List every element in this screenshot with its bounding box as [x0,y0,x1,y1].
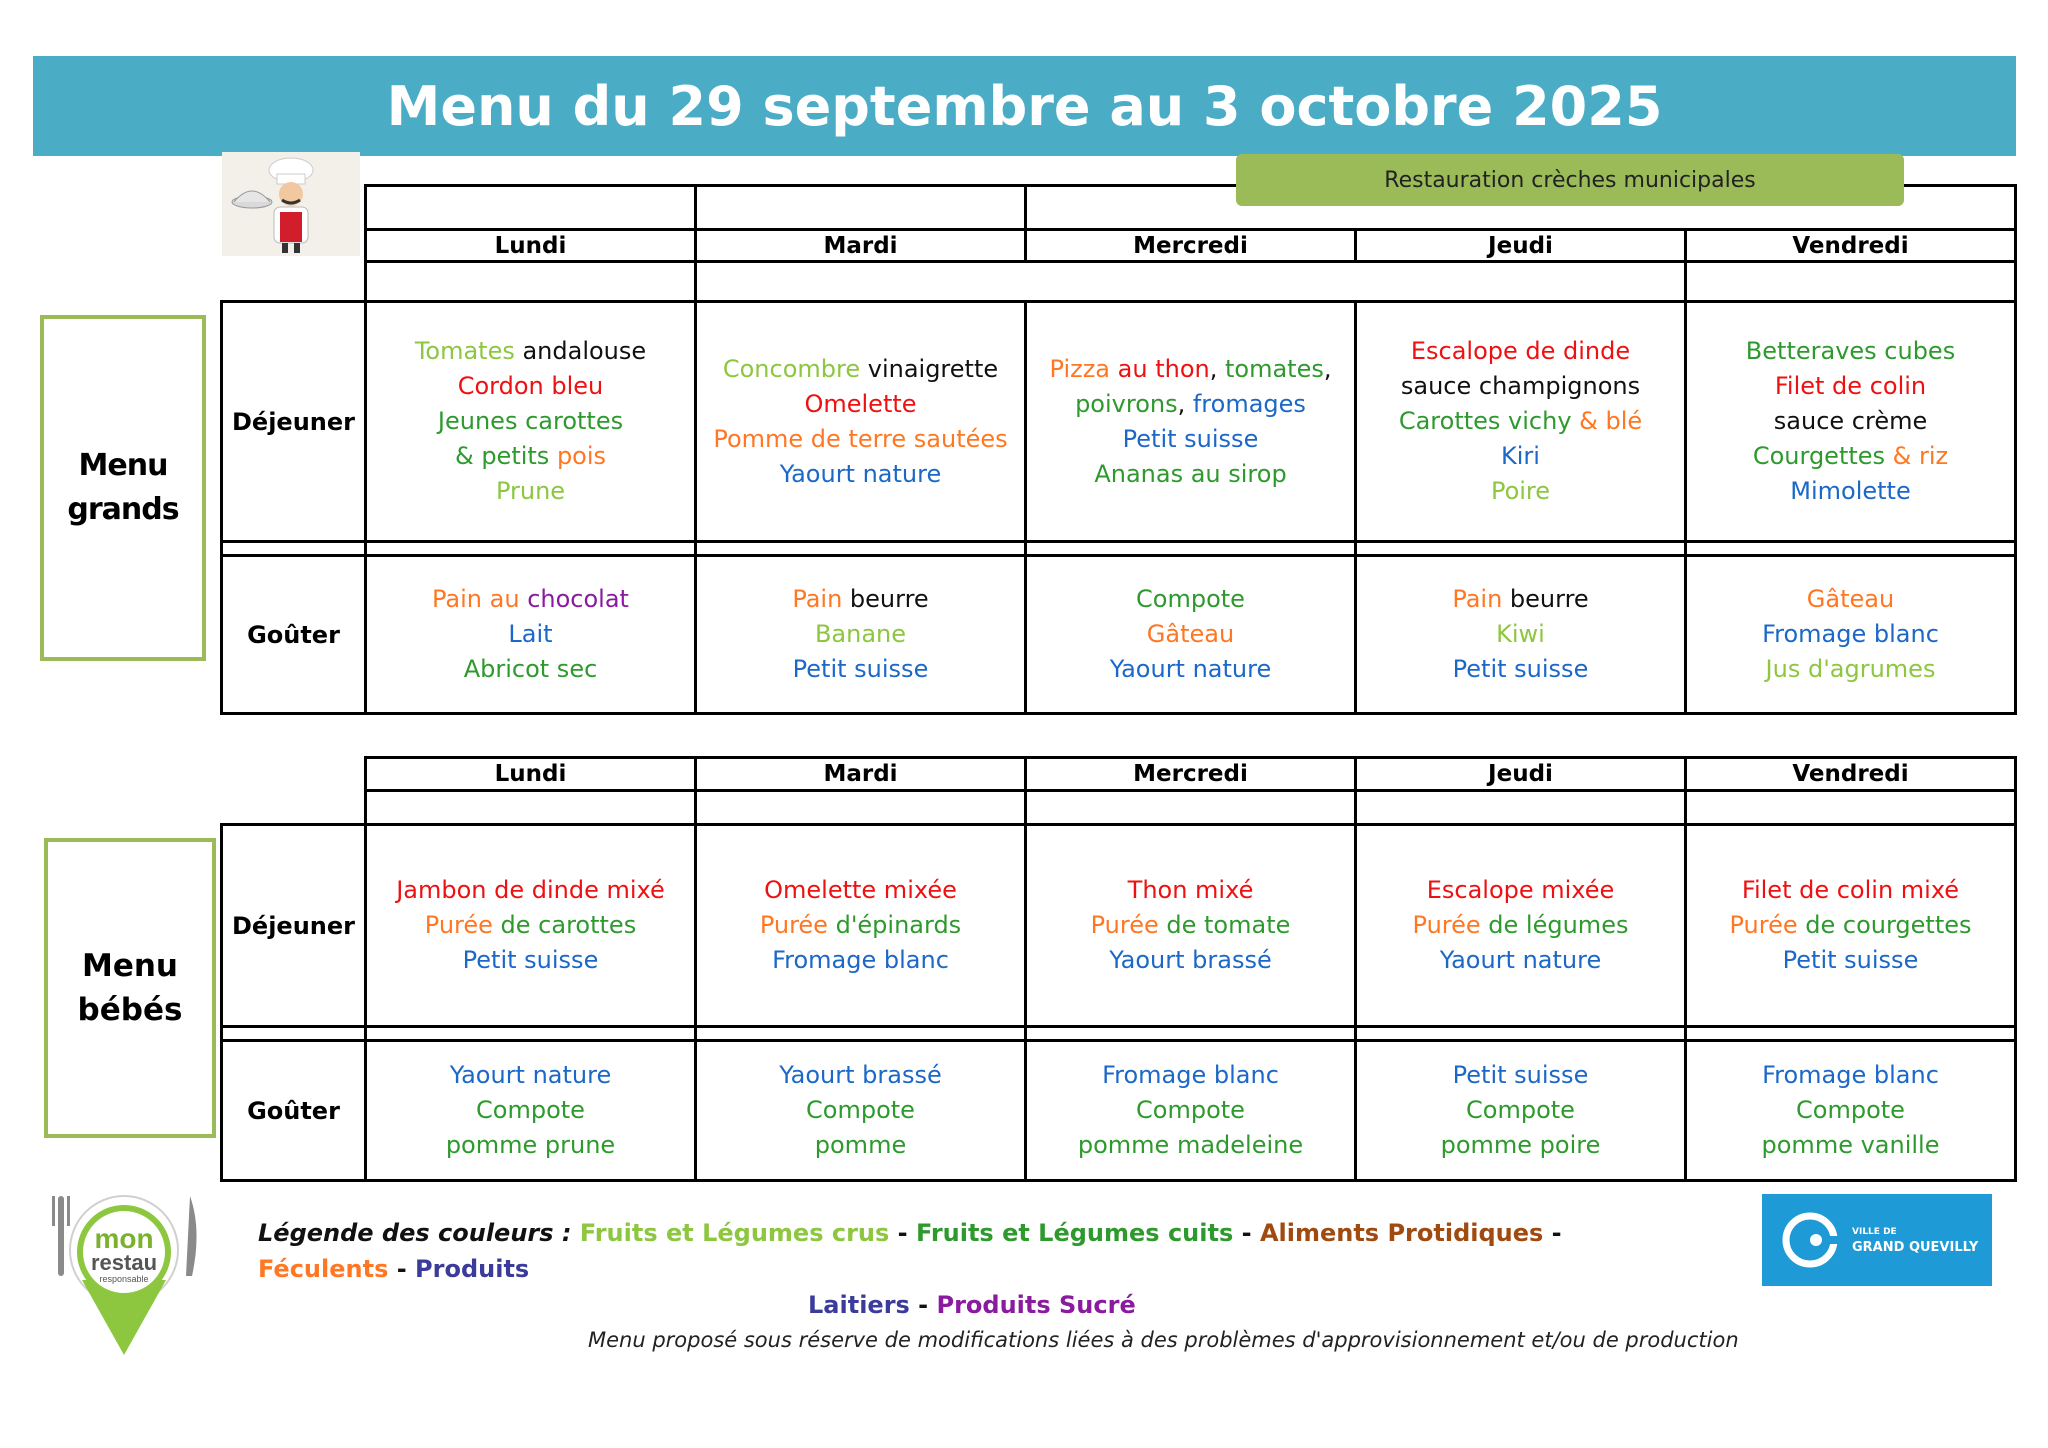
menu-cell [366,1041,696,1181]
menu-segment: fromages [1192,389,1306,418]
menu-segment: de carottes [492,911,637,939]
row-spacer [366,542,696,556]
menu-cell [696,1041,1026,1181]
menu-segment: pomme madeleine [1077,1131,1304,1159]
menu-line [367,617,694,652]
grand-quevilly-icon [1782,1210,1842,1270]
menu-segment: Petit suisse [1122,424,1259,453]
menu-segment: Cordon bleu [457,372,604,400]
menu-segment: , [1209,354,1225,383]
menu-line [1687,652,2014,687]
header-spacer [1026,791,1356,825]
menu-line [1687,439,2014,474]
corner-cell [222,262,366,302]
menu-line [1357,334,1684,369]
menu-segment: vinaigrette [860,354,999,383]
menu-segment: Omelette mixée [764,876,957,904]
menu-line [697,908,1024,943]
menu-segment: pomme poire [1440,1131,1601,1159]
menu-bebes-label [44,838,216,1138]
header-spacer [366,186,696,230]
menu-segment: de courgettes [1797,911,1972,939]
menu-line [1027,352,1354,387]
meal-label-dejeuner: Déjeuner [222,302,366,542]
menu-cell [1356,302,1686,542]
day-header: Mardi [696,758,1026,791]
menu-line [1357,1128,1684,1163]
menu-segment: Pain [792,585,843,613]
menu-cell [1356,556,1686,714]
menu-segment: Purée [759,911,828,939]
menu-segment: Petit suisse [792,655,929,683]
menu-line [367,474,694,509]
menu-line [1687,369,2014,404]
legend-lait-a: Produits [415,1255,530,1283]
menu-segment: Petit suisse [462,946,599,974]
menu-cell [696,556,1026,714]
menu-segment: de tomate [1158,911,1291,939]
menu-segment: Gâteau [1806,585,1895,613]
menu-line [697,652,1024,687]
menu-segment: Compote [1136,1096,1245,1124]
menu-segment: sauce champignons [1400,372,1641,400]
menu-segment: Fromage blanc [1762,1061,1939,1089]
menu-segment: Compote [806,1096,915,1124]
menu-segment: chocolat [527,585,629,613]
menu-line [1687,334,2014,369]
day-header: Vendredi [1686,230,2016,262]
menu-segment: & petits [454,442,557,470]
menu-bebes-line1: Menu [81,948,178,984]
menu-grands-table [220,184,2017,715]
menu-segment: Yaourt brassé [1109,946,1272,974]
menu-segment: , [1177,389,1193,418]
header-spacer [366,262,696,302]
corner-cell [222,186,366,230]
menu-line [697,582,1024,617]
menu-segment: Petit suisse [1782,946,1919,974]
menu-segment: Compote [476,1096,585,1124]
day-header: Vendredi [1686,758,2016,791]
menu-cell [366,302,696,542]
gq-text-name: GRAND QUEVILLY [1852,1240,1979,1255]
menu-segment: Prune [495,477,566,505]
menu-segment: au thon [1110,354,1210,383]
menu-segment: Courgettes [1752,442,1886,470]
legend-crus: Fruits et Légumes crus [579,1219,890,1247]
meal-label-gouter: Goûter [222,556,366,714]
menu-segment: Pizza [1049,354,1111,383]
menu-line [1027,457,1354,492]
menu-grands-label [40,315,206,661]
menu-segment: Kiri [1501,442,1540,470]
menu-line [367,582,694,617]
menu-line [1687,1128,2014,1163]
menu-line [367,369,694,404]
menu-segment: Purée [424,911,493,939]
menu-cell [1356,825,1686,1027]
menu-line [697,457,1024,492]
menu-line [1357,439,1684,474]
menu-cell [696,825,1026,1027]
day-header: Mardi [696,230,1026,262]
menu-segment: Escalope de dinde [1410,337,1631,365]
menu-line [367,439,694,474]
gq-text-ville: VILLE DE [1852,1227,1897,1237]
menu-line [1027,1128,1354,1163]
header-spacer [1686,262,2016,302]
menu-line [1687,582,2014,617]
day-header: Jeudi [1356,230,1686,262]
menu-segment: Omelette [804,389,917,418]
legend-prot: Aliments Protidiques [1259,1219,1544,1247]
header-spacer [696,186,1026,230]
menu-line [697,422,1024,457]
menu-line [1687,873,2014,908]
menu-segment: Jus d'agrumes [1765,655,1936,683]
menu-segment: Purée [1090,911,1159,939]
menu-segment: Purée [1412,911,1481,939]
menu-cell [366,825,696,1027]
menu-segment: Fromage blanc [1102,1061,1279,1089]
menu-line [367,943,694,978]
menu-cell [1026,1041,1356,1181]
row-spacer [1356,542,1686,556]
legend-label: Légende des couleurs : [258,1219,572,1247]
menu-line [1027,943,1354,978]
menu-line [1687,1058,2014,1093]
menu-segment: Petit suisse [1452,1061,1589,1089]
day-header: Lundi [366,230,696,262]
menu-segment: & riz [1885,442,1949,470]
menu-line [1687,404,2014,439]
menu-grands-line2: grands [67,492,179,527]
corner-cell [222,758,366,791]
menu-segment: Gâteau [1146,620,1235,648]
menu-line [1357,1093,1684,1128]
header-spacer [1356,791,1686,825]
menu-line [1027,1058,1354,1093]
menu-segment: Pain [1452,585,1503,613]
menu-segment: Mimolette [1790,477,1911,505]
menu-segment: Yaourt nature [1439,946,1602,974]
menu-line [367,1058,694,1093]
menu-segment: Fromage blanc [772,946,949,974]
menu-line [1027,908,1354,943]
menu-segment: Compote [1466,1096,1575,1124]
menu-line [697,387,1024,422]
menu-cell [1686,556,2016,714]
menu-line [367,334,694,369]
menu-line [1357,1058,1684,1093]
legend-cuits: Fruits et Légumes cuits [915,1219,1234,1247]
menu-grands-line1: Menu [78,448,168,483]
menu-line [1027,1093,1354,1128]
menu-cell [1686,1041,2016,1181]
menu-line [1027,422,1354,457]
menu-segment: Poire [1490,477,1551,505]
menu-line [697,873,1024,908]
menu-segment: Ananas au sirop [1094,459,1287,488]
mon-restau-text-mon: mon [94,1223,154,1254]
menu-bebes-line2: bébés [77,992,183,1028]
menu-segment: tomates [1224,354,1324,383]
menu-segment: beurre [1502,585,1589,613]
menu-segment: Pomme de terre sautées [713,424,1008,453]
menu-segment: Purée [1729,911,1798,939]
menu-line [1027,387,1354,422]
menu-segment: Tomates [414,337,515,365]
header-spacer [696,791,1026,825]
menu-line [367,1128,694,1163]
menu-line [1357,652,1684,687]
menu-line [697,1093,1024,1128]
subtitle-text: Restauration crèches municipales [1384,167,1756,193]
menu-line [697,352,1024,387]
legend-sep: - [1543,1219,1562,1247]
menu-line [697,943,1024,978]
menu-line [1027,582,1354,617]
menu-segment: Carottes vichy [1398,407,1572,435]
menu-line [1027,873,1354,908]
subtitle-badge [1236,154,1904,206]
menu-segment: Lait [508,620,553,648]
menu-line [1357,369,1684,404]
row-spacer [696,1027,1026,1041]
menu-line [1687,943,2014,978]
day-header: Mercredi [1026,230,1356,262]
menu-line [1357,582,1684,617]
menu-line [1357,873,1684,908]
row-spacer [1686,1027,2016,1041]
menu-segment: Yaourt nature [1109,655,1272,683]
meal-label-dejeuner: Déjeuner [222,825,366,1027]
menu-line [1357,617,1684,652]
header-spacer [696,262,1686,302]
menu-line [1687,908,2014,943]
row-spacer [222,542,366,556]
header-spacer [366,791,696,825]
menu-segment: Compote [1796,1096,1905,1124]
menu-segment: Pain [432,585,483,613]
menu-cell [1026,302,1356,542]
menu-segment: Concombre [722,354,861,383]
color-legend [258,1215,1658,1323]
menu-line [1687,474,2014,509]
menu-segment: Compote [1136,585,1245,613]
menu-line [697,1128,1024,1163]
header-spacer [1686,791,2016,825]
corner-cell [222,230,366,262]
menu-segment: d'épinards [827,911,962,939]
menu-segment: Jambon de dinde mixé [396,876,665,904]
row-spacer [1026,542,1356,556]
menu-segment: Filet de colin [1774,372,1927,400]
mon-restau-text-responsable: responsable [99,1274,149,1284]
menu-segment: andalouse [514,337,647,365]
menu-line [697,617,1024,652]
menu-segment: Yaourt nature [449,1061,612,1089]
menu-cell [1686,825,2016,1027]
day-header: Jeudi [1356,758,1686,791]
menu-segment: Yaourt nature [779,459,942,488]
menu-cell [1356,1041,1686,1181]
menu-segment: Filet de colin mixé [1741,876,1960,904]
menu-cell [1686,302,2016,542]
disclaimer-note: Menu proposé sous réserve de modifications liées à des problèmes d'approvisionnement et/ou de production [588,1328,1739,1352]
menu-segment: , [1323,354,1332,383]
row-spacer [1026,1027,1356,1041]
menu-title-banner [33,56,2016,156]
menu-segment: Kiwi [1496,620,1545,648]
mon-restau-logo-icon [52,1190,202,1360]
menu-bebes-table [220,756,2017,1182]
row-spacer [1686,542,2016,556]
menu-line [1357,943,1684,978]
legend-sep: - [388,1255,416,1283]
legend-fec: Féculents [258,1255,389,1283]
menu-line [1687,617,2014,652]
grand-quevilly-logo [1762,1194,1992,1286]
menu-segment: Petit suisse [1452,655,1589,683]
menu-segment: Escalope mixée [1426,876,1615,904]
menu-segment: Banane [814,620,907,648]
row-spacer [366,1027,696,1041]
menu-segment: & blé [1571,407,1643,435]
menu-segment: Thon mixé [1127,876,1254,904]
menu-line [1027,617,1354,652]
menu-segment: Betteraves cubes [1745,337,1956,365]
corner-cell [222,791,366,825]
menu-line [1357,474,1684,509]
mon-restau-text-restau: restau [90,1250,158,1275]
menu-line [1357,404,1684,439]
menu-line [1027,652,1354,687]
menu-line [1687,1093,2014,1128]
menu-line [697,1058,1024,1093]
row-spacer [1356,1027,1686,1041]
menu-segment: Jeunes carottes [437,407,624,435]
menu-line [367,1093,694,1128]
menu-segment: poivrons [1075,389,1178,418]
legend-sep: - [1241,1219,1260,1247]
menu-cell [1026,825,1356,1027]
menu-segment: au [482,585,528,613]
menu-line [1357,908,1684,943]
menu-segment: Fromage blanc [1762,620,1939,648]
menu-segment: pomme prune [445,1131,616,1159]
menu-cell [696,302,1026,542]
menu-segment: de légumes [1480,911,1629,939]
menu-line [367,873,694,908]
row-spacer [696,542,1026,556]
menu-segment: Abricot sec [463,655,598,683]
legend-sep: - [909,1291,937,1319]
menu-segment: sauce crème [1773,407,1928,435]
menu-cell [1026,556,1356,714]
menu-segment: pois [556,442,607,470]
day-header: Lundi [366,758,696,791]
menu-segment: Yaourt brassé [779,1061,942,1089]
menu-segment: pomme vanille [1761,1131,1940,1159]
legend-lait-b: Laitiers [808,1291,910,1319]
menu-segment: beurre [842,585,929,613]
meal-label-gouter: Goûter [222,1041,366,1181]
menu-segment: pomme [814,1131,907,1159]
day-header: Mercredi [1026,758,1356,791]
menu-cell [366,556,696,714]
menu-line [367,652,694,687]
menu-title: Menu du 29 septembre au 3 octobre 2025 [386,74,1663,138]
legend-suc: Produits Sucré [936,1291,1136,1319]
menu-line [367,404,694,439]
row-spacer [222,1027,366,1041]
legend-sep: - [889,1219,916,1247]
menu-line [367,908,694,943]
